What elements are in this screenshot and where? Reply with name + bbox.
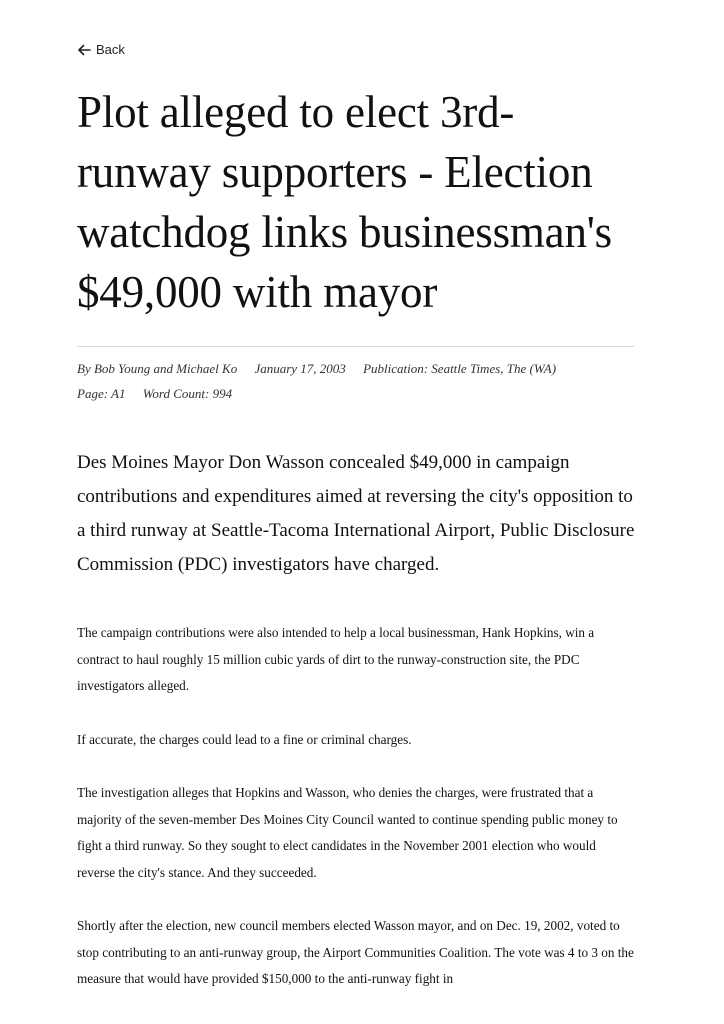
lead-paragraph: Des Moines Mayor Don Wasson concealed $49,000 in campaign contributions and expenditures aimed at reversing the city's opposition to a third runway at Seattle-Tacoma International Airport, Public Disclosure Commission (PDC) investigators have charged.: [77, 452, 635, 575]
body-paragraph: Shortly after the election, new council members elected Wasson mayor, and on Dec. 19, 2002, voted to stop contributing to an anti-runway group, the Airport Communities Coalition. The vote was 4 to 3 on the measure that would have provided $150,000 to the anti-runway fight in: [77, 918, 634, 986]
back-link[interactable]: [77, 42, 125, 57]
article-meta: [77, 356, 637, 406]
page-number: Page: A1: [77, 386, 126, 401]
byline: By Bob Young and Michael Ko: [77, 361, 238, 376]
body-paragraph: The investigation alleges that Hopkins and Wasson, who denies the charges, were frustrated that a majority of the seven-member Des Moines City Council wanted to continue spending public money to fight a third runway. So they sought to elect candidates in the November 2001 election who would reverse the city's stance. And they succeeded.: [77, 785, 618, 880]
publish-date: January 17, 2003: [254, 361, 346, 376]
title-divider: [77, 346, 634, 347]
article-body: [77, 620, 637, 1020]
body-paragraph: The campaign contributions were also intended to help a local businessman, Hank Hopkins, win a contract to haul roughly 15 million cubic yards of dirt to the runway-construction site, the PDC investigators alleged.: [77, 625, 595, 693]
article-title: Plot alleged to elect 3rd-runway supporters - Election watchdog links businessman's $49,000 with mayor: [77, 87, 612, 317]
publication: Publication: Seattle Times, The (WA): [363, 361, 557, 376]
word-count: Word Count: 994: [142, 386, 233, 401]
back-label: Back: [96, 42, 125, 57]
body-paragraph: If accurate, the charges could lead to a fine or criminal charges.: [77, 731, 412, 747]
arrow-left-icon: [77, 43, 91, 57]
